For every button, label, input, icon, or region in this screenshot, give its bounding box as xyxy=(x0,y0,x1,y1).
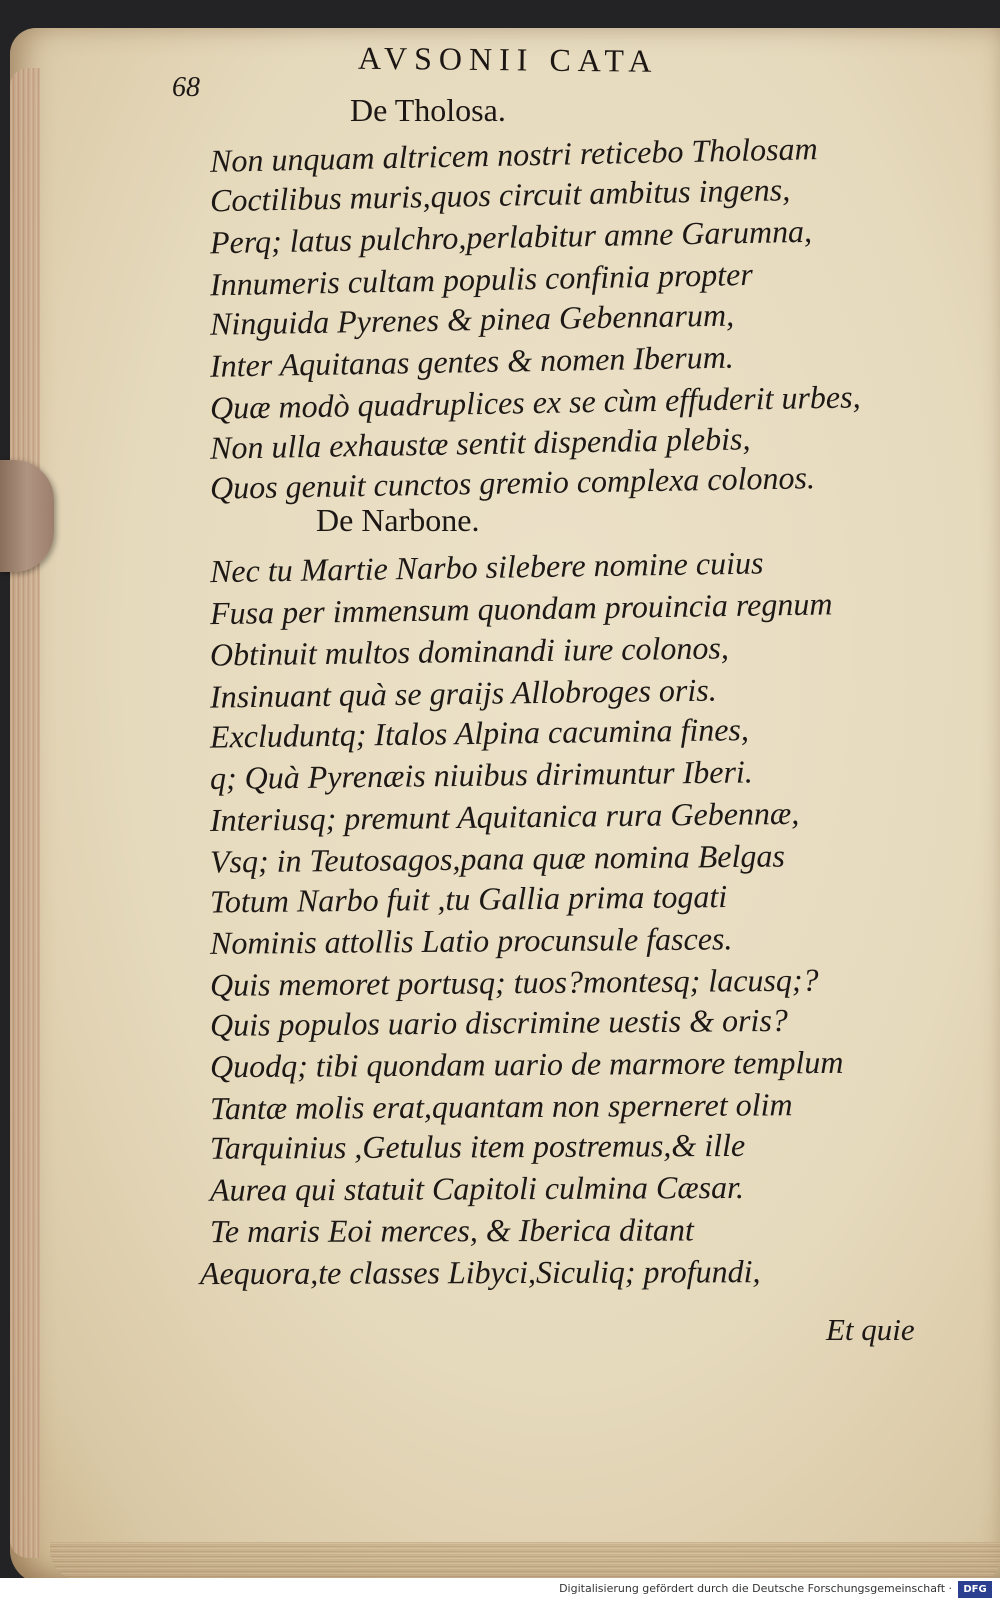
verse-line: Excluduntq; Italos Alpina cacumina fines, xyxy=(209,711,750,755)
verse-line: Quæ modò quadruplices ex se cùm effuderit urbes, xyxy=(209,378,861,426)
catchword: Et quie xyxy=(826,1312,915,1347)
page-edge-bottom xyxy=(50,1542,1000,1578)
dfg-logo: DFG xyxy=(958,1581,992,1598)
verse-line: Innumeris cultam populis confinia propter xyxy=(209,255,754,303)
verse-line: Quis memoret portusq; tuos?montesq; lacusq;? xyxy=(209,961,819,1003)
verse-line: Aurea qui statuit Capitoli culmina Cæsar. xyxy=(209,1168,745,1208)
section-heading-narbone: De Narbone. xyxy=(316,502,480,538)
verse-line: Interiusq; premunt Aquitanica rura Gebennæ, xyxy=(209,794,800,839)
verse-line: Tarquinius ,Getulus item postremus,& ille xyxy=(209,1126,746,1166)
verse-line: Ninguida Pyrenes & pinea Gebennarum, xyxy=(209,296,735,342)
page-number: 68 xyxy=(172,72,200,103)
digitization-footer xyxy=(0,1578,1000,1603)
verse-line: q; Quà Pyrenæis niuibus dirimuntur Iberi. xyxy=(209,753,753,797)
running-head: AVSONII CATA xyxy=(357,39,659,79)
verse-line: Quos genuit cunctos gremio complexa colonos. xyxy=(209,459,816,506)
section-heading-tholosa: De Tholosa. xyxy=(350,92,506,128)
verse-line: Nec tu Martie Narbo silebere nomine cuius xyxy=(209,544,764,590)
verse-line: Non ulla exhaustæ sentit dispendia plebis, xyxy=(209,420,751,466)
verse-line: Insinuant quà se graijs Allobroges oris. xyxy=(209,671,717,715)
verse-line: Fusa per immensum quondam prouincia regnum xyxy=(209,585,833,632)
verse-line: Quis populos uario discrimine uestis & oris? xyxy=(209,1001,788,1043)
book-clip xyxy=(0,460,54,572)
verse-line: Totum Narbo fuit ,tu Gallia prima togati xyxy=(209,878,728,920)
verse-line: Coctilibus muris,quos circuit ambitus ingens, xyxy=(209,171,791,219)
footer-credit: Digitalisierung gefördert durch die Deutsche Forschungsgemeinschaft · xyxy=(559,1582,952,1595)
verse-line: Perq; latus pulchro,perlabitur amne Garumna, xyxy=(209,212,813,261)
verse-line: Non unquam altricem nostri reticebo Tholosam xyxy=(209,130,818,179)
verse-line: Nominis attollis Latio procunsule fasces. xyxy=(209,920,733,961)
page-edge-left xyxy=(10,68,40,1558)
verse-line: Obtinuit multos dominandi iure colonos, xyxy=(209,629,730,673)
verse-line: Te maris Eoi merces, & Iberica ditant xyxy=(209,1211,694,1250)
verse-line: Quodq; tibi quondam uario de marmore templum xyxy=(209,1043,844,1085)
verse-line: Aequora,te classes Libyci,Siculiq; profundi, xyxy=(199,1253,761,1292)
verse-line: Vsq; in Teutosagos,pana quæ nomina Belgas xyxy=(209,837,786,880)
verse-line: Tantæ molis erat,quantam non sperneret olim xyxy=(209,1086,793,1127)
verse-line: Inter Aquitanas gentes & nomen Iberum. xyxy=(209,338,735,384)
